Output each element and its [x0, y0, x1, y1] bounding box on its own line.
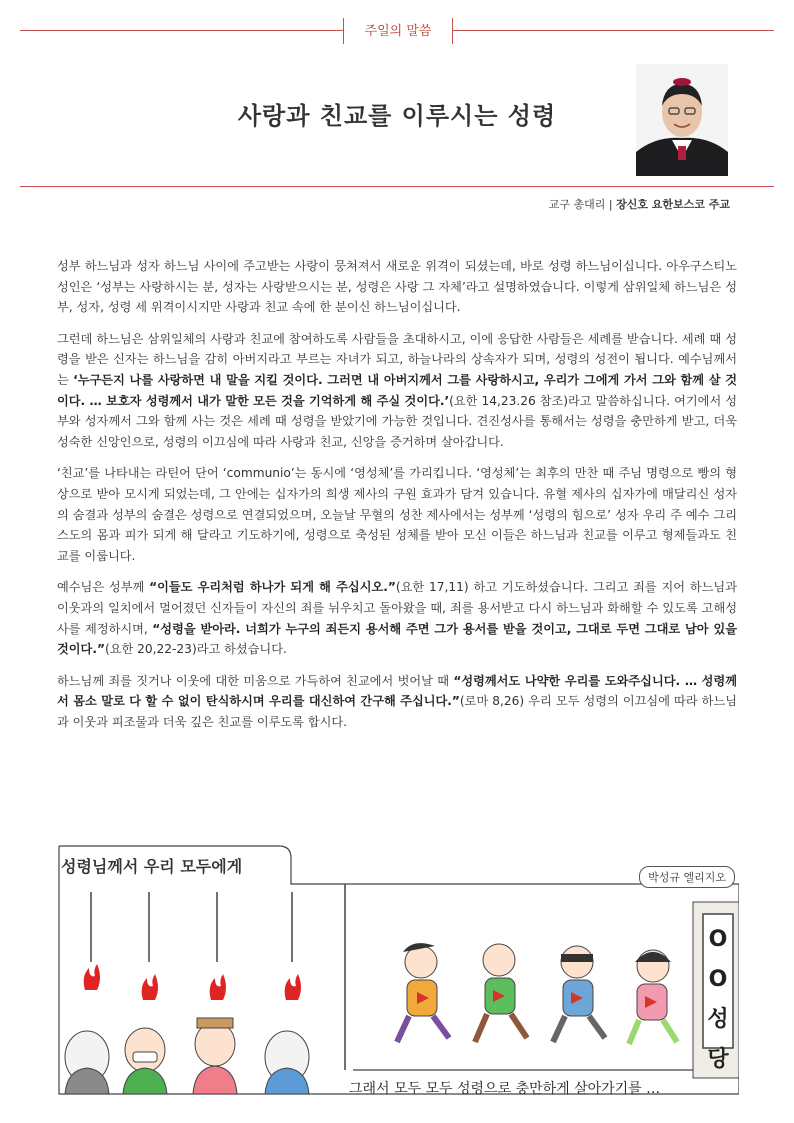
- paragraph-text: (요한 14,23.26 참조)라고 말씀하십니다. 여기에서 성부와 성자께서 그와 함께 사는 것은 세례 때 성령을 받았기에 가능한 것입니다. 견진성사를 통해서는 성령을 충만하게 받고, 더욱 성숙한 신앙인으로, 성령의 이끄심에 따라 사랑과 친교, 신앙을 증거하며 살아갑니다.: [57, 393, 737, 449]
- author-byline: [549, 196, 730, 212]
- paragraph-text: (요한 17,11) 하고 기도하셨습니다. 그리고 죄를 지어 하느님과 이웃과의 일치에서 멀어졌던 신자들이 자신의 죄를 뉘우치고 돌아왔을 때, 죄를 용서받고 다시 하느님과 화해할 수 있도록 고해성사를 제정하시며,: [57, 580, 737, 636]
- flame-arrows: [84, 892, 301, 1000]
- paragraph: [57, 329, 737, 453]
- section-label: 주일의 말씀: [343, 18, 453, 44]
- paragraph-text: 하느님께 죄를 짓거나 이웃에 대한 미움으로 가득하여 친교에서 벗어날 때: [57, 673, 454, 688]
- comic-caption: 그래서 모두 모두 성령으로 충만하게 살아가기를 …: [349, 1081, 661, 1097]
- comic-author: 박성규 엘리지오: [639, 866, 735, 888]
- paragraph-text: 그런데 하느님은 삼위일체의 사랑과 친교에 참여하도록 사람들을 초대하시고, 이에 응답한 사람들은 세례를 받습니다. 세례 때 성령을 받은 신자는 하느님을 감히 아버지라고 부르는 자녀가 되고, 하늘나라의 상속자가 되며, 성령의 성전이 됩니다. 예수님께서는: [57, 331, 737, 387]
- paragraph-text: 예수님은 성부께: [57, 580, 150, 595]
- author-portrait: [636, 64, 728, 176]
- page-title: 사랑과 친교를 이루시는 성령: [237, 102, 557, 130]
- article-body: [57, 256, 737, 743]
- scripture-quote: “이들도 우리처럼 하나가 되게 해 주십시오.”: [149, 580, 396, 595]
- paragraph: [57, 577, 737, 659]
- paragraph-text: (로마 8,26) 우리 모두 성령의 이끄심에 따라 하느님과 이웃과 피조물과 더욱 깊은 친교를 이루도록 합시다.: [57, 694, 737, 729]
- header-bottom-rule: [20, 186, 774, 187]
- comic-strip: [57, 842, 739, 1100]
- paragraph-text: (요한 20,22-23)라고 하셨습니다.: [104, 642, 287, 657]
- author-role: 교구 총대리 |: [548, 198, 613, 211]
- scripture-quote: ‘누구든지 나를 사랑하면 내 말을 지킬 것이다. 그러면 내 아버지께서 그를 사랑하시고, 우리가 그에게 가서 그와 함께 살 것이다. … 보호자 성령께서 내가 말한 모든 것을 기억하게 해 주실 것이다.’: [57, 372, 737, 408]
- comic-title: 성령님께서 우리 모두에게: [61, 857, 243, 876]
- paragraph: [57, 463, 737, 566]
- paragraph-text: ‘친교’를 나타내는 라틴어 단어 ‘communio’는 동시에 ‘영성체’를 가리킵니다. ‘영성체’는 최후의 만찬 때 주님 명령으로 빵의 형상으로 받아 모시게 되었는데, 그 안에는 십자가의 희생 제사의 구원 효과가 담겨 있습니다. 유혈 제사의 십자가에 매달리신 성자의 숨결과 성부의 숨결은 성령으로 연결되었으며, 오늘날 무혈의 성찬 제사에서는 성부께 ‘성령의 힘으로’ 성자 우리 주 예수 그리스도의 몸과 피가 되게 해 달라고 기도하기에, 성령으로 축성된 성체를 받아 모신 이들은 하느님과 친교를 이루고 형제들과도 친교를 이룹니다.: [57, 466, 737, 563]
- author-name: 장신호 요한보스코 주교: [616, 198, 730, 211]
- scripture-quote: “성령을 받아라. 너희가 누구의 죄든지 용서해 주면 그가 용서를 받을 것이고, 그대로 두면 그대로 남아 있을 것이다.”: [57, 621, 737, 657]
- running-figures: [353, 943, 693, 1070]
- scripture-quote: “성령께서도 나약한 우리를 도와주십니다. … 성령께서 몸소 말로 다 할 수 없이 탄식하시며 우리를 대신하여 간구해 주십니다.”: [57, 673, 737, 709]
- paragraph-text: 성부 하느님과 성자 하느님 사이에 주고받는 사랑이 뭉쳐져서 새로운 위격이 되셨는데, 바로 성령 하느님이십니다. 아우구스티노 성인은 ‘성부는 사랑하시는 분, 성자는 사랑받으시는 분, 성령은 사랑 그 자체’라고 설명하였습니다. 이렇게 삼위일체 하느님은 성부, 성자, 성령 세 위격이시지만 사랑과 친교 속에 한 분이신 하느님이십니다.: [57, 259, 737, 315]
- church-sign-text: OO성당: [707, 927, 729, 1072]
- praying-figures: [65, 1018, 309, 1094]
- paragraph: [57, 671, 737, 733]
- paragraph: [57, 256, 737, 318]
